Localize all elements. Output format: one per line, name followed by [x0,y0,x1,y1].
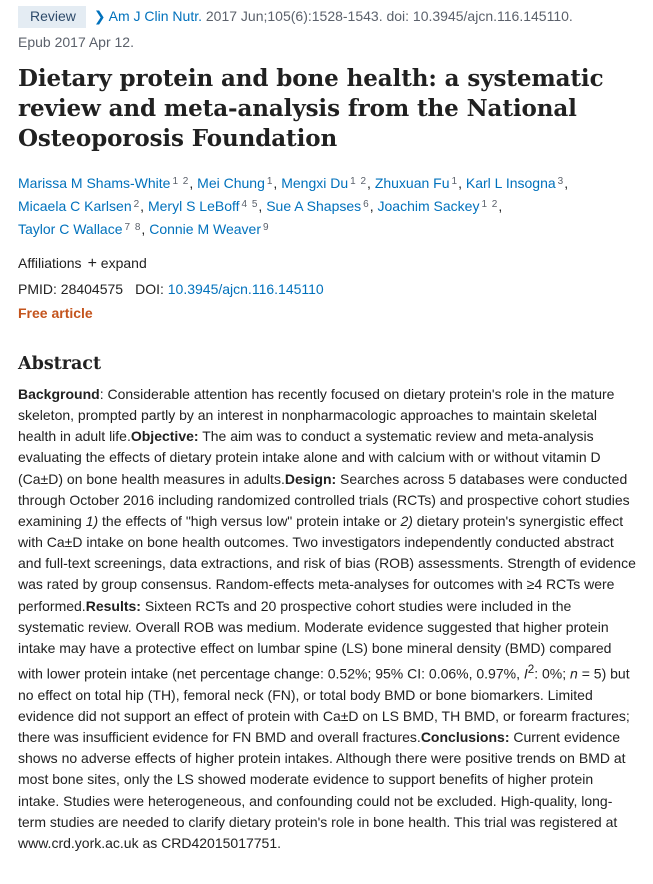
publication-type-badge: Review [18,6,86,28]
conclusions-label: Conclusions: [420,729,510,746]
author-affiliation-ref[interactable]: 9 [263,222,270,233]
design-text: dietary protein's synergistic effect with Ca±D intake on bone health outcomes. Two investigators independently conducted abstract and full-text screenings, data extractions, and risk of bias (ROB) assessments. Strength of evidence was rated by group consensus. Random-effects meta-analyses for outcomes with ≥4 RCTs were performed. [18,512,636,614]
author-affiliation-ref[interactable]: 7 8 [124,222,142,233]
author-link[interactable] [149,221,269,237]
author-affiliation-ref[interactable]: 1 2 [350,176,368,187]
journal-link[interactable]: Am J Clin Nutr. [108,8,202,24]
author-affiliation-ref[interactable]: 1 [266,176,274,187]
author-name: Karl L Insogna [465,175,556,191]
doi-label: DOI: [135,281,164,297]
results-text: : 0%; [534,665,571,682]
objective-text: The aim was to conduct a systematic review and meta-analysis evaluating the effects of dietary protein intake alone and with calcium with or without vitamin D (Ca±D) on bone health measures in adults. [18,428,601,487]
background-text: : Considerable attention has recently focused on dietary protein's role in the mature skeleton, prompted partly by an interest in nonpharmacologic approaches to maintain skeletal health in adult life. [18,386,615,445]
results-i-squared: I [523,665,528,682]
results-superscript: 2 [527,663,535,677]
article-title: Dietary protein and bone health: a systematic review and meta-analysis from the National Osteoporosis Foundation [18,65,604,152]
design-text: the effects of "high versus low" protein intake or [98,512,401,529]
abstract-heading: Abstract [18,354,102,374]
author-list: Marissa M Shams-White $^{1 2}$, Mei Chung $^1$, Mengxi Du $^{1 2}$, Zhuxuan Fu $^1$, Karl L Insogna $^3$, Micaela C Karlsen $^2$, Meryl S LeBoff $^{4 5}$, Sue A Shapses $^6$, Joachim Sackey $^{1 2}$, Taylor C Wallace $^{7 8}$, Connie M Weaver $^9$ [18,175,569,237]
author-name: Mengxi Du [281,175,349,191]
author-link[interactable] [466,175,564,191]
citation-line [18,6,638,28]
pmid: PMID: 28404575 [18,281,124,297]
results-n: n [570,665,578,682]
author-link[interactable] [266,198,370,214]
author-link[interactable] [18,175,189,191]
abstract-text [18,384,638,854]
plus-icon: + [87,255,97,272]
author-name: Micaela C Karlsen [18,198,132,214]
author-name: Zhuxuan Fu [374,175,450,191]
author-link[interactable] [18,221,141,237]
author-link[interactable] [378,198,499,214]
author-affiliation-ref[interactable]: 3 [557,176,565,187]
author-name: Sue A Shapses [266,198,362,214]
author-affiliation-ref[interactable]: 2 [133,199,141,210]
free-article-label: Free article [18,305,93,321]
conclusions-text: Current evidence shows no adverse effects of higher protein intakes. Although there were positive trends on BMD at most bone sites, only the LS showed moderate evidence to support benefits of higher protein intake. Studies were heterogeneous, and confounding could not be excluded. High-quality, long-term studies are needed to clarify dietary protein's role in bone health. This trial was registered at www.crd.york.ac.uk as CRD42015017751. [18,729,626,851]
author-affiliation-ref[interactable]: 1 2 [172,176,190,187]
affiliations-label: Affiliations [18,255,82,271]
results-text: Sixteen RCTs and 20 prospective cohort studies were included in the systematic review. Overall ROB was medium. Moderate evidence suggested that higher protein intake may have a protective effect on lumbar spine (LS) bone mineral density (BMD) compared with lower protein intake (net percentage change: 0.52%; 95% CI: 0.06%, 0.97%, [18,597,612,682]
design-item-number: 2) [400,512,413,529]
author-affiliation-ref[interactable]: 4 5 [241,199,259,210]
author-affiliation-ref[interactable]: 1 [451,176,459,187]
author-name: Marissa M Shams-White [18,175,171,191]
author-link[interactable] [281,175,367,191]
citation-text: 2017 Jun;105(6):1528-1543. doi: 10.3945/ajcn.116.145110. [202,8,573,24]
author-link[interactable] [18,198,140,214]
results-text: = 5) but no effect on total hip (TH), femoral neck (FN), or total body BMD or bone biomarkers. Limited evidence did not support an effect of protein with Ca±D on LS BMD, TH BMD, or forearm fractures; there was insufficient evidence for FN BMD and overall fractures. [18,665,630,746]
author-affiliation-ref[interactable]: 1 2 [481,199,499,210]
expand-label: expand [100,255,147,271]
background-label: Background [18,386,100,402]
results-label: Results: [85,597,141,614]
author-name: Mei Chung [197,175,265,191]
author-link[interactable] [197,175,273,191]
author-name: Joachim Sackey [377,198,480,214]
article-page [18,0,638,854]
epub-date: Epub 2017 Apr 12. [18,34,134,50]
author-affiliation-ref[interactable]: 6 [363,199,370,210]
author-link[interactable] [375,175,458,191]
design-item-number: 1) [85,512,99,529]
author-name: Taylor C Wallace [18,221,123,237]
author-link[interactable] [148,198,258,214]
objective-label: Objective: [130,428,199,445]
chevron-right-icon: ❯ [93,8,106,24]
affiliations-toggle[interactable] [18,253,638,274]
author-name: Connie M Weaver [149,221,261,237]
design-text: Searches across 5 databases were conducted through October 2016 including randomized controlled trials (RCTs) and prospective cohort studies examining [18,470,630,529]
design-label: Design: [284,470,337,487]
article-identifiers [18,279,638,299]
author-name: Meryl S LeBoff [147,198,240,214]
doi-link[interactable]: 10.3945/ajcn.116.145110 [167,281,324,297]
